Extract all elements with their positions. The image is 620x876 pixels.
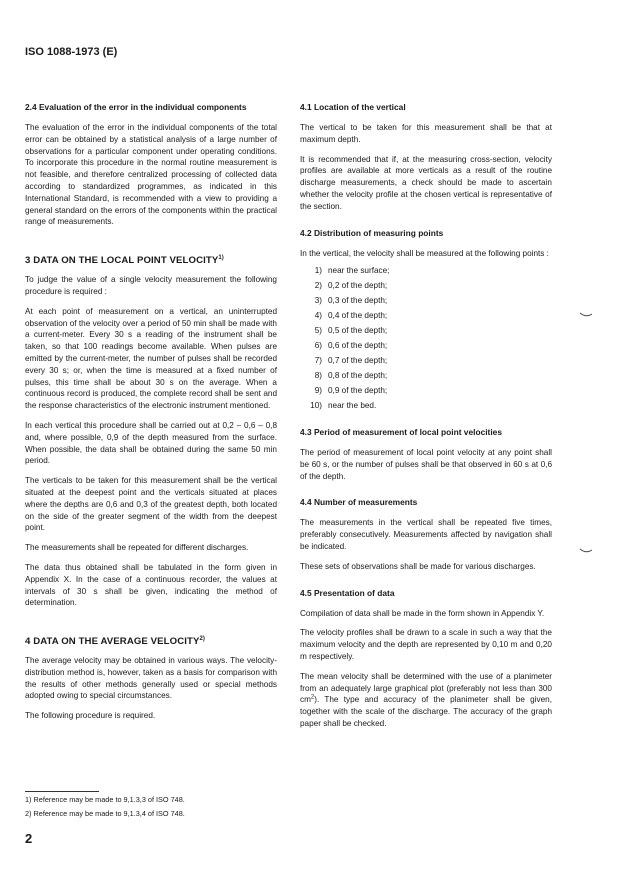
section-3-paragraph-1: To judge the value of a single velocity measurement the following procedure is required : bbox=[25, 275, 277, 296]
section-4-4-paragraph-2: These sets of observations shall be made for various discharges. bbox=[300, 561, 536, 571]
list-item bbox=[300, 280, 552, 292]
list-item-number: 2) bbox=[314, 281, 322, 291]
list-item bbox=[300, 355, 552, 367]
section-4-5-heading: 4.5 Presentation of data bbox=[300, 587, 395, 598]
right-column bbox=[300, 102, 552, 738]
section-3-paragraph-4: The verticals to be taken for this measurement shall be the vertical situated at the deepest point and the verticals situated at places where the depths are 0,6 and 0,3 of the greatest depth, both located on the side of the greater segment of the width from the deepest point. bbox=[25, 476, 277, 533]
left-column bbox=[25, 102, 277, 730]
list-item-text: near the bed. bbox=[328, 401, 377, 411]
list-item-number: 5) bbox=[314, 326, 322, 336]
list-item bbox=[300, 310, 552, 322]
list-item-text: 0,8 of the depth; bbox=[328, 371, 388, 381]
section-4-2-paragraph: In the vertical, the velocity shall be measured at the following points : bbox=[300, 248, 549, 258]
list-item bbox=[300, 370, 552, 382]
section-4-5-paragraph-3 bbox=[300, 671, 552, 730]
list-item-text: 0,7 of the depth; bbox=[328, 356, 388, 366]
list-item-number: 10) bbox=[310, 401, 322, 411]
footnote-2: 2) Reference may be made to 9,1.3,4 of ISO 748. bbox=[25, 809, 185, 818]
list-item-number: 3) bbox=[314, 296, 322, 306]
footnote-ref-2[interactable]: 2) bbox=[199, 635, 206, 642]
superscript-two: 2 bbox=[310, 694, 315, 701]
section-4-5-paragraph-1: Compilation of data shall be made in the form shown in Appendix Y. bbox=[300, 608, 545, 618]
section-4-paragraph-1: The average velocity may be obtained in various ways. The velocity-distribution method is, however, taken as a basis for comparison with the results of other methods generally used or special methods adopted owing to special circumstances. bbox=[25, 656, 277, 701]
footnote-ref-1[interactable]: 1) bbox=[218, 254, 224, 261]
paragraph-text-part-2: ). The type and accuracy of the planimeter shall be given, together with the scale of the discharge. The accuracy of the graph paper shall be checked. bbox=[300, 695, 552, 728]
section-4-1-heading: 4.1 Location of the vertical bbox=[300, 102, 406, 112]
section-4-1-paragraph-1: The vertical to be taken for this measurement shall be that at maximum depth. bbox=[300, 123, 552, 144]
list-item bbox=[300, 340, 552, 352]
section-3-paragraph-2: At each point of measurement on a vertical, an uninterrupted observation of the velocity over a period of 50 min shall be made with a current-meter. Every 30 s a reading of the instrument shall be taken, so that 100 readings become available. When pulses are emitted by the current-meter, the number of pulses shall be recorded every 30 s; or, when the time is measured at a fixed number of pulses, this time shall be about 30 s on the average. When a continuous record is produced, the complete record shall be sent and the response characteristics of the electronic instrument mentioned. bbox=[25, 306, 277, 411]
list-item-text: 0,5 of the depth; bbox=[328, 326, 388, 336]
section-3-title: 3 DATA ON THE LOCAL POINT VELOCITY bbox=[25, 255, 219, 267]
list-item-number: 6) bbox=[314, 341, 322, 351]
paragraph-text-part-1: The mean velocity shall be determined with the use of a planimeter from an adequately large graphical plot (preferably not less than 300 cm bbox=[300, 671, 552, 705]
list-item bbox=[300, 265, 552, 277]
section-3-paragraph-5: The measurements shall be repeated for different discharges. bbox=[25, 543, 249, 553]
document-header: ISO 1088-1973 (E) bbox=[25, 46, 118, 58]
list-item-text: 0,2 of the depth; bbox=[328, 281, 388, 291]
section-4-title: 4 DATA ON THE AVERAGE VELOCITY bbox=[25, 636, 200, 648]
list-item-number: 8) bbox=[314, 371, 322, 381]
list-item-number: 4) bbox=[314, 311, 322, 321]
section-4-paragraph-2: The following procedure is required. bbox=[25, 711, 156, 721]
list-item-text: 0,6 of the depth; bbox=[328, 341, 388, 351]
section-3-heading bbox=[25, 255, 277, 266]
margin-mark-icon bbox=[579, 312, 593, 318]
section-3-paragraph-6: The data thus obtained shall be tabulated in the form given in Appendix X. In the case of a continuous recorder, the values at intervals of 30 s shall be given, indicating the method of determination. bbox=[25, 562, 277, 608]
list-item-text: 0,4 of the depth; bbox=[328, 311, 388, 321]
section-3-paragraph-3: In each vertical this procedure shall be carried out at 0,2 – 0,6 – 0,8 and, where possible, 0,9 of the depth measured from the surface. When possible, the data shall be obtained during the same 50 min period. bbox=[25, 420, 277, 466]
section-2-4-paragraph: The evaluation of the error in the individual components of the total error can be obtained by a statistical analysis of a large number of observations for a particular component under operating conditions. To incorporate this procedure in the normal routine measurement is not feasible, and therefore centralized processing of collected data according to standardized programmes, as indicated in this International Standard, is recommended with a view to providing a general standard on the errors of the components within the practical range of measurements. bbox=[25, 123, 277, 227]
list-item-text: 0,9 of the depth; bbox=[328, 386, 388, 396]
footnote-divider bbox=[25, 791, 99, 792]
section-4-heading bbox=[25, 636, 277, 647]
list-item-number: 7) bbox=[314, 356, 322, 366]
list-item-text: near the surface; bbox=[328, 266, 390, 276]
footnote-1: 1) Reference may be made to 9,1.3,3 of ISO 748. bbox=[25, 795, 185, 804]
section-4-4-paragraph-1: The measurements in the vertical shall be repeated five times, preferably consecutively. Measurements affected by navigation shall be indicated. bbox=[300, 518, 552, 552]
section-4-1-paragraph-2: It is recommended that if, at the measuring cross-section, velocity profiles are available at more verticals as a result of the routine discharge measurements, a check should be made to ascertain whether the velocity profile at the chosen vertical is representative of the section. bbox=[300, 154, 552, 211]
list-item bbox=[300, 295, 552, 307]
page-number: 2 bbox=[25, 831, 33, 846]
margin-mark-icon bbox=[579, 548, 593, 554]
list-item bbox=[300, 325, 552, 337]
section-2-4-heading: 2.4 Evaluation of the error in the individual components bbox=[25, 102, 247, 112]
list-item-text: 0,3 of the depth; bbox=[328, 296, 388, 306]
list-item-number: 9) bbox=[314, 386, 322, 396]
section-4-2-heading: 4.2 Distribution of measuring points bbox=[300, 227, 444, 238]
list-item bbox=[300, 400, 552, 412]
measuring-points-list bbox=[300, 265, 552, 412]
list-item bbox=[300, 385, 552, 397]
list-item-number: 1) bbox=[314, 266, 322, 276]
section-4-4-heading: 4.4 Number of measurements bbox=[300, 497, 418, 508]
section-4-5-paragraph-2: The velocity profiles shall be drawn to a scale in such a way that the maximum velocity and the depth are represented by 0,10 m and 0,20 m respectively. bbox=[300, 628, 552, 661]
section-4-3-heading: 4.3 Period of measurement of local point velocities bbox=[300, 427, 502, 438]
section-4-3-paragraph: The period of measurement of local point velocity at any point shall be 60 s, or the number of pulses shall be that observed in 60 s at 0,6 of the depth. bbox=[300, 448, 552, 481]
